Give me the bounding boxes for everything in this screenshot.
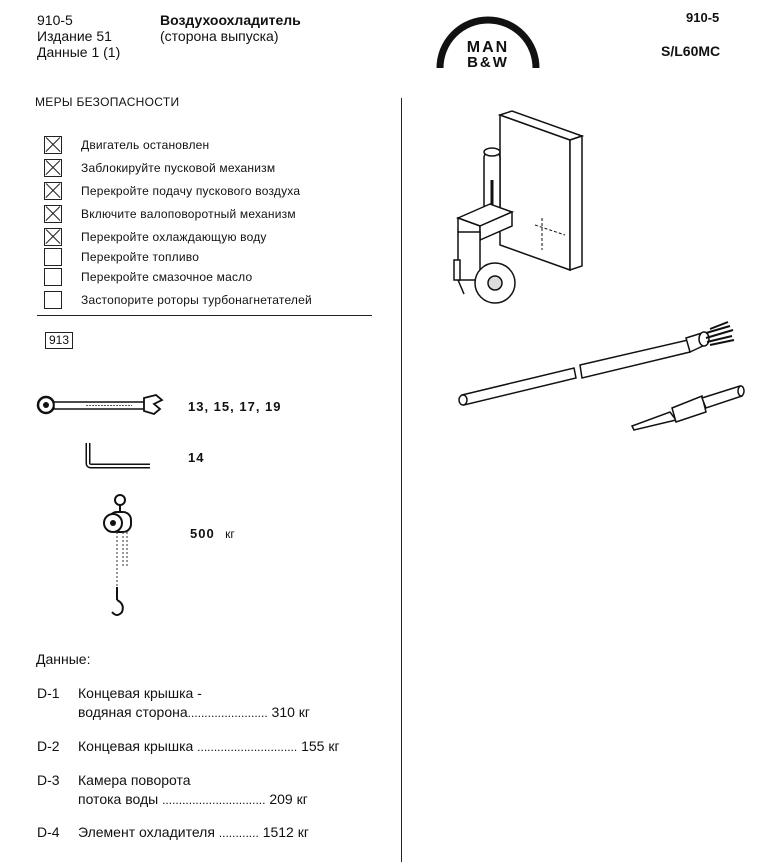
checkbox-unchecked (44, 248, 62, 266)
safety-item-label: Перекройте подачу пускового воздуха (81, 184, 301, 198)
safety-item (44, 204, 296, 224)
vertical-divider (401, 98, 402, 862)
hoist-capacity-unit: кг (225, 527, 235, 541)
rod-drawing (459, 322, 744, 430)
safety-item-label: Перекройте топливо (81, 250, 200, 264)
logo-text-bw: B&W (467, 54, 509, 71)
safety-divider (37, 315, 372, 316)
safety-item-label: Перекройте смазочное масло (81, 270, 253, 284)
pin-fixture-drawing (454, 111, 582, 303)
safety-item-label: Двигатель остановлен (81, 138, 210, 152)
data-item-code: D-1 (37, 685, 60, 701)
safety-item-label: Заблокируйте пусковой механизм (81, 161, 276, 175)
doc-title-block (160, 12, 301, 44)
checkbox-checked (44, 159, 62, 177)
page-subtitle: (сторона выпуска) (160, 28, 279, 44)
safety-item-label: Перекройте охлаждающую воду (81, 230, 267, 244)
data-sheet-number: Данные 1 (1) (37, 44, 121, 60)
data-item-value: 1512 кг (262, 824, 309, 840)
hoist-capacity (190, 525, 235, 543)
logo-text-man: MAN (466, 39, 510, 56)
safety-item (44, 267, 252, 287)
reference-number-box: 913 (45, 332, 73, 349)
checkbox-checked (44, 228, 62, 246)
data-item-label-2: потока воды ............................... 209 кг (78, 791, 308, 807)
safety-item-label: Застопорите роторы турбонагнетателей (81, 293, 312, 307)
combination-wrench-icon (36, 392, 172, 422)
checkbox-unchecked (44, 291, 62, 309)
edition: Издание 51 (37, 28, 112, 44)
data-item-label: Камера поворота (78, 772, 191, 788)
data-item-label: Концевая крышка .............................. 155 кг (78, 738, 340, 754)
data-item-label: Концевая крышка - (78, 685, 202, 701)
data-title: Данные: (36, 651, 91, 667)
doc-code-right: 910-5 (686, 10, 720, 25)
safety-item-label: Включите валоповоротный механизм (81, 207, 296, 221)
engine-type: S/L60MC (661, 43, 721, 59)
data-item-label-2: водяная сторона........................ 310 кг (78, 704, 311, 720)
hoist-capacity-value: 500 (190, 526, 215, 541)
data-item-value: 155 кг (301, 738, 340, 754)
data-item-code: D-4 (37, 824, 60, 840)
checkbox-unchecked (44, 268, 62, 286)
man-bw-logo (432, 6, 544, 72)
safety-item (44, 247, 199, 267)
safety-item (44, 135, 209, 155)
checkbox-checked (44, 136, 62, 154)
safety-item (44, 158, 275, 178)
doc-code: 910-5 (37, 12, 73, 28)
safety-item (44, 290, 312, 310)
doc-header-left (37, 12, 120, 60)
tool-illustration (440, 100, 780, 440)
checkbox-checked (44, 205, 62, 223)
wrench-sizes: 13, 15, 17, 19 (188, 399, 282, 414)
data-item-value: 209 кг (269, 791, 308, 807)
hex-key-size: 14 (188, 450, 205, 465)
page-title: Воздухоохладитель (160, 12, 301, 28)
data-item-value: 310 кг (271, 704, 311, 720)
chain-hoist-icon (95, 492, 145, 622)
data-item-code: D-2 (37, 738, 60, 754)
data-item-code: D-3 (37, 772, 60, 788)
safety-item (44, 227, 267, 247)
data-item-label: Элемент охладителя ............ 1512 кг (78, 824, 309, 840)
safety-title: МЕРЫ БЕЗОПАСНОСТИ (35, 95, 180, 109)
checkbox-checked (44, 182, 62, 200)
safety-item (44, 181, 300, 201)
hex-key-icon (80, 440, 154, 470)
